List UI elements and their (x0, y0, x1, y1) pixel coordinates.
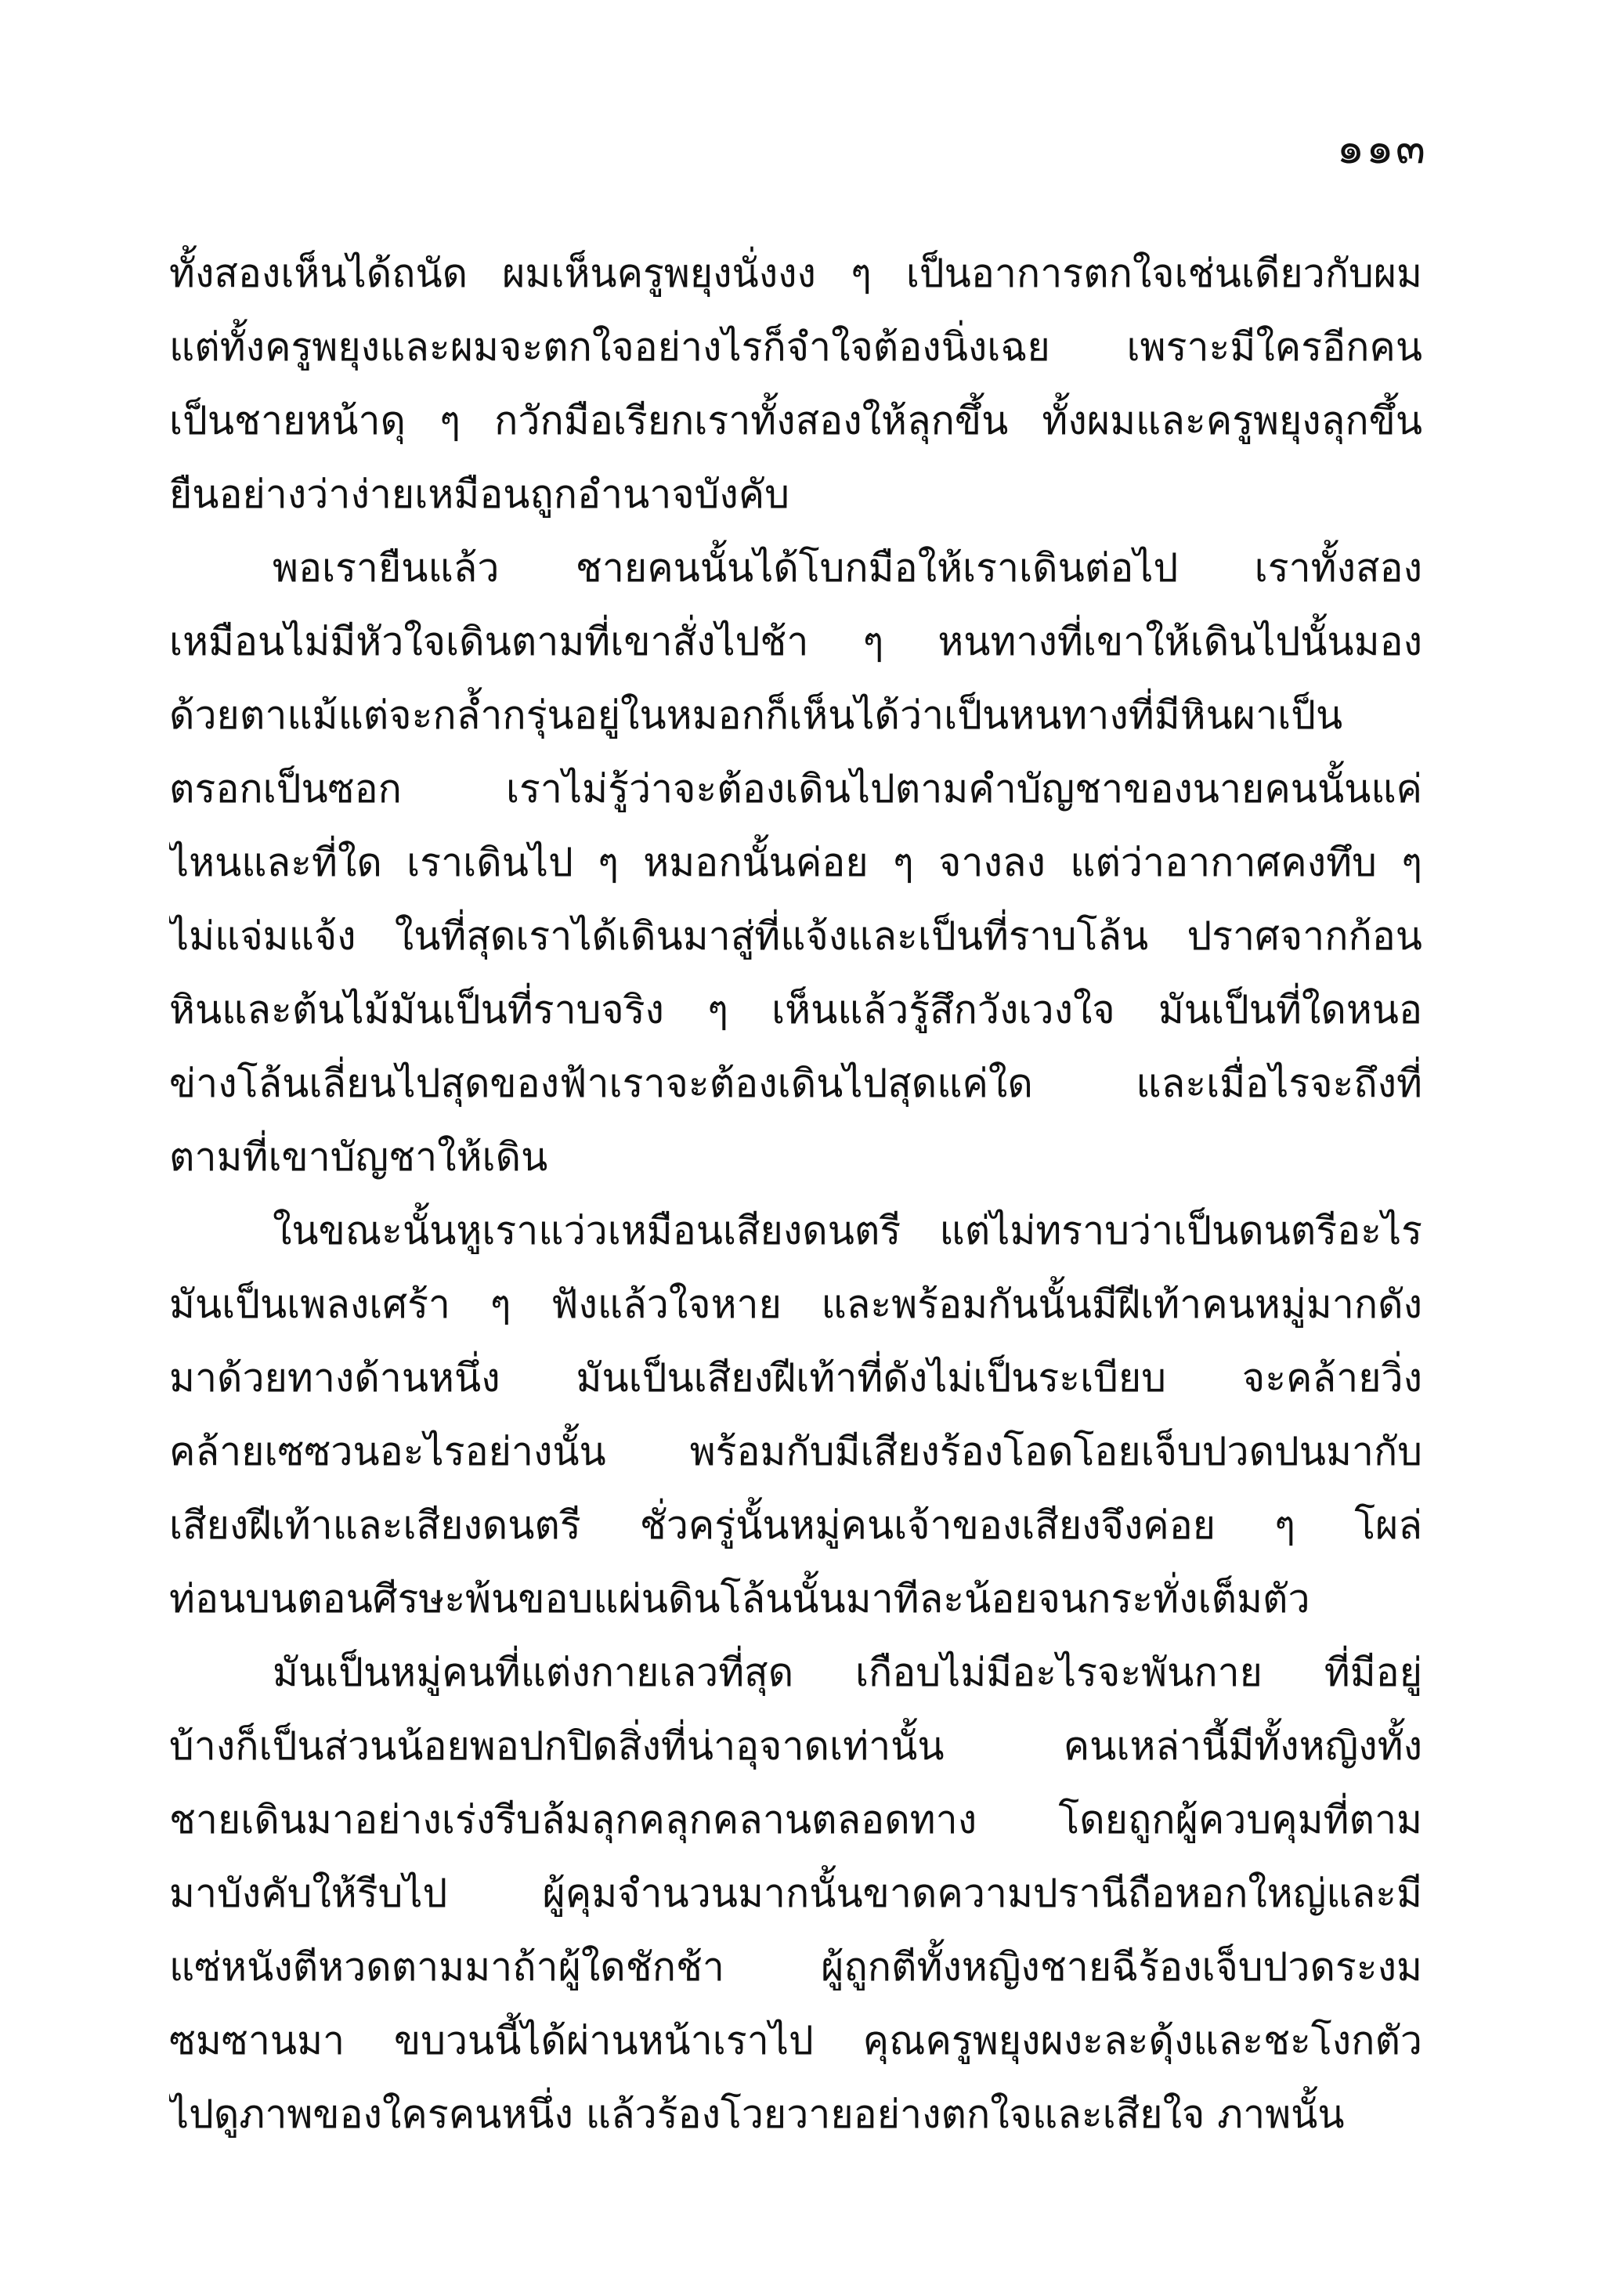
text-line: มาด้วยทางด้านหนึ่ง มันเป็นเสียงฝีเท้าที่ดังไม่เป็นระเบียบ จะคล้ายวิ่ง (169, 1355, 1422, 1401)
body-text (169, 237, 1422, 2151)
text-line: ซมซานมา ขบวนนี้ได้ผ่านหน้าเราไป คุณครูพยุงผงะละดุ้งและชะโงกตัว (169, 2018, 1422, 2063)
text-line: บ้างก็เป็นส่วนน้อยพอปกปิดสิ่งที่น่าอุจาดเท่านั้น คนเหล่านี้มีทั้งหญิงทั้ง (169, 1723, 1422, 1769)
text-line: ยืนอย่างว่าง่ายเหมือนถูกอำนาจบังคับ (169, 472, 789, 517)
text-line: แต่ทั้งครูพยุงและผมจะตกใจอย่างไรก็จำใจต้องนิ่งเฉย เพราะมีใครอีกคน (169, 324, 1422, 370)
text-line: คล้ายเซซวนอะไรอย่างนั้น พร้อมกับมีเสียงร้องโอดโอยเจ็บปวดปนมากับ (169, 1429, 1422, 1474)
text-line: ชายเดินมาอย่างเร่งรีบล้มลุกคลุกคลานตลอดทาง โดยถูกผู้ควบคุมที่ตาม (169, 1797, 1422, 1842)
page-number: ๑๑๓ (1336, 123, 1427, 174)
paragraph (169, 1636, 1422, 2151)
text-line: เสียงฝีเท้าและเสียงดนตรี ชั่วครู่นั้นหมู่คนเจ้าของเสียงจึงค่อย ๆ โผล่ (169, 1502, 1422, 1548)
text-line: ข่างโล้นเลี่ยนไปสุดของฟ้าเราจะต้องเดินไปสุดแค่ใด และเมื่อไรจะถึงที่ (169, 1061, 1422, 1106)
text-line: มันเป็นเพลงเศร้า ๆ ฟังแล้วใจหาย และพร้อมกันนั้นมีฝีเท้าคนหมู่มากดัง (169, 1282, 1422, 1327)
text-line: ไม่แจ่มแจ้ง ในที่สุดเราได้เดินมาสู่ที่แจ้งและเป็นที่ราบโล้น ปราศจากก้อน (169, 913, 1422, 959)
text-line: มันเป็นหมู่คนที่แต่งกายเลวที่สุด เกือบไม่มีอะไรจะพันกาย ที่มีอยู่ (273, 1650, 1422, 1695)
text-line: ตรอกเป็นซอก เราไม่รู้ว่าจะต้องเดินไปตามคำบัญชาของนายคนนั้นแค่ (169, 766, 1422, 812)
text-line: แซ่หนังตีหวดตามมาถ้าผู้ใดชักช้า ผู้ถูกตีทั้งหญิงชายฉีร้องเจ็บปวดระงม (169, 1944, 1422, 1990)
text-line: พอเรายืนแล้ว ชายคนนั้นได้โบกมือให้เราเดินต่อไป เราทั้งสอง (273, 545, 1422, 591)
text-line: ทั้งสองเห็นได้ถนัด ผมเห็นครูพยุงนั่งงง ๆ เป็นอาการตกใจเช่นเดียวกับผม (169, 251, 1422, 296)
paragraph (169, 237, 1422, 531)
text-line: มาบังคับให้รีบไป ผู้คุมจำนวนมากนั้นขาดความปรานีถือหอกใหญ่และมี (169, 1871, 1422, 1916)
text-line: ตามที่เขาบัญชาให้เดิน (169, 1134, 548, 1180)
text-line: ไหนและที่ใด เราเดินไป ๆ หมอกนั้นค่อย ๆ จางลง แต่ว่าอากาศคงทึบ ๆ (169, 840, 1422, 885)
text-line: ในขณะนั้นหูเราแว่วเหมือนเสียงดนตรี แต่ไม่ทราบว่าเป็นดนตรีอะไร (273, 1208, 1422, 1253)
text-line: หินและต้นไม้มันเป็นที่ราบจริง ๆ เห็นแล้วรู้สึกวังเวงใจ มันเป็นที่ใดหนอ (169, 987, 1422, 1032)
text-line: ไปดูภาพของใครคนหนึ่ง แล้วร้องโวยวายอย่างตกใจและเสียใจ ภาพนั้น (169, 2092, 1345, 2137)
text-line: ด้วยตาแม้แต่จะกล้ำกรุ่นอยู่ในหมอกก็เห็นได้ว่าเป็นหนทางที่มีหินผาเป็น (169, 692, 1343, 738)
text-line: เป็นชายหน้าดุ ๆ กวักมือเรียกเราทั้งสองให้ลุกขึ้น ทั้งผมและครูพยุงลุกขึ้น (169, 398, 1422, 443)
paragraph (169, 1194, 1422, 1636)
text-line: เหมือนไม่มีหัวใจเดินตามที่เขาสั่งไปช้า ๆ หนทางที่เขาให้เดินไปนั้นมอง (169, 619, 1422, 664)
paragraph (169, 531, 1422, 1194)
text-line: ท่อนบนตอนศีรษะพ้นขอบแผ่นดินโล้นนั้นมาทีละน้อยจนกระทั่งเต็มตัว (169, 1576, 1310, 1622)
